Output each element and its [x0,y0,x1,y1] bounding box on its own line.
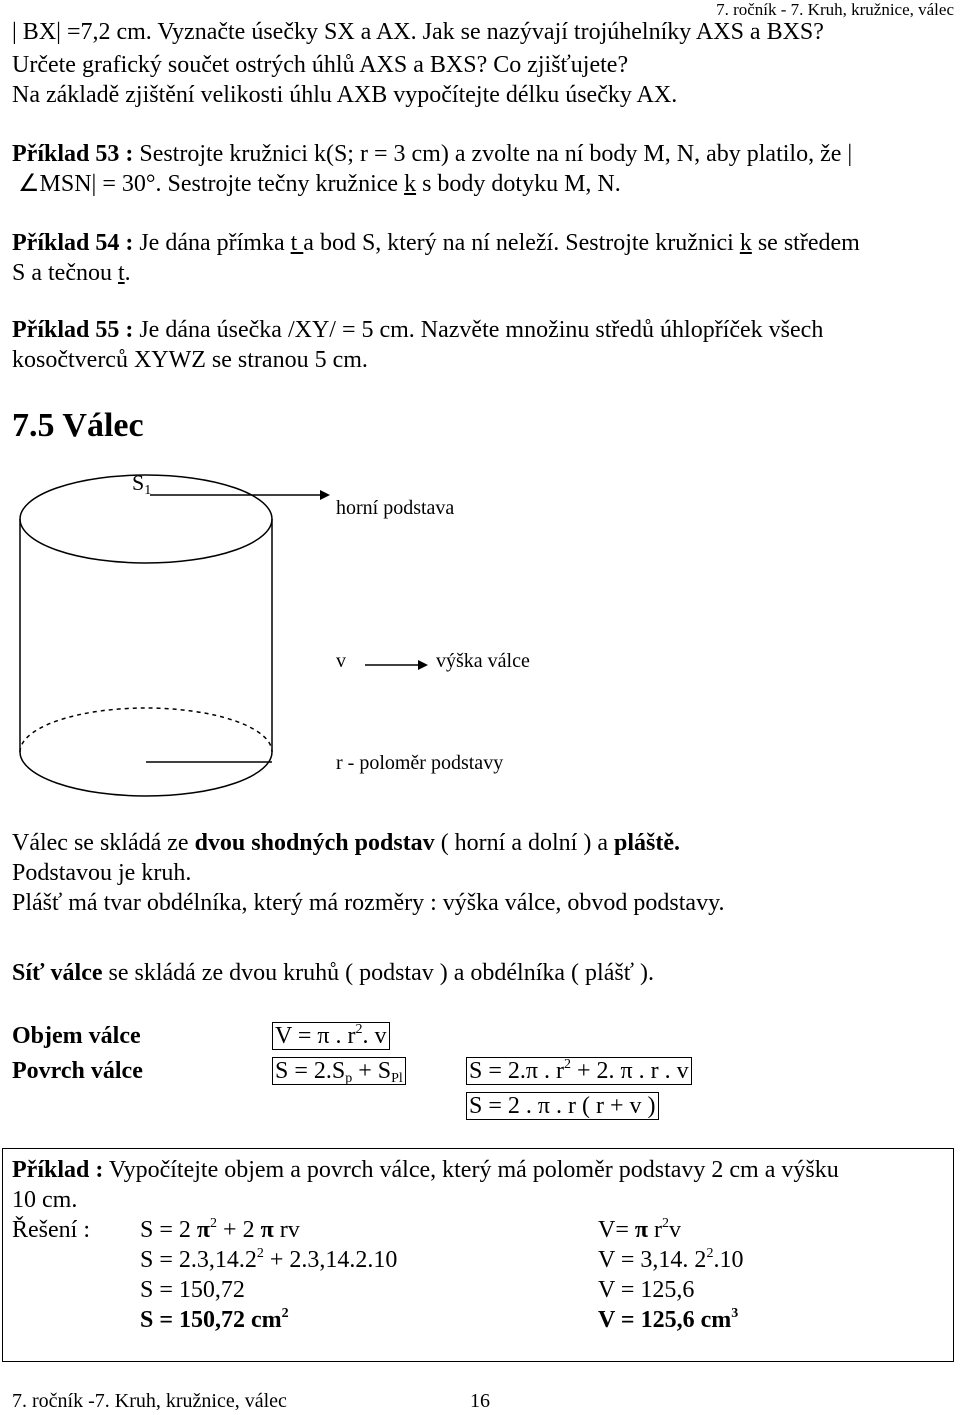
surface-step-1: S = 2 $\pi^2 + 2$ π rv [140,1216,300,1243]
surface-formula-1: $S = 2.S_p + S_{Pl}$ [272,1057,406,1085]
cylinder-bottom-back-arc [20,708,272,752]
example-53-label: Příklad 53 : [12,141,134,167]
example-line-1: Příklad : Vypočítejte objem a povrch válce, který má poloměr podstavy 2 cm a výšku [12,1157,839,1183]
desc-line-4: Síť válce se skládá ze dvou kruhů ( podstav ) a obdélníka ( plášť ). [12,960,654,986]
section-heading: 7.5 Válec [12,407,144,444]
volume-step-3: V = 125,6 [598,1277,695,1303]
example-53-text: Sestrojte kružnici k(S; r = 3 cm) a zvolte na ní body M, N, aby platilo, že | [139,141,853,167]
example-54-line-1: Příklad 54 : Je dána přímka t a bod S, který na ní neleží. Sestrojte kružnici k se středem [12,230,860,256]
surface-formula-3: S = 2 . π . r ( r + v ) [466,1092,659,1120]
intro-line-2: Určete grafický součet ostrých úhlů AXS a BXS? Co zjišťujete? [12,52,629,78]
cylinder-bottom-front-arc [20,752,272,796]
surface-result: S = 150,72 $cm^2$ [140,1306,289,1333]
example-55-line-2: kosočtverců XYWZ se stranou 5 cm. [12,347,368,373]
desc-line-1: Válec se skládá ze dvou shodných podstav ( horní a dolní ) a pláště. [12,830,680,856]
volume-step-1: V= π $r^2v$ [598,1216,682,1243]
desc-line-3: Plášť má tvar obdélníka, který má rozměry : výška válce, obvod podstavy. [12,890,725,916]
example-53-line-1 [12,140,852,169]
height-v-label: v [336,650,346,672]
volume-label: Objem válce [12,1023,141,1049]
volume-step-2: V = 3,14. $2^2.10$ [598,1246,744,1273]
height-arrow-head [418,660,428,670]
volume-formula: V = π . $r^2$. v [272,1022,390,1050]
footer-title: 7. ročník -7. Kruh, kružnice, válec [12,1390,287,1412]
example-53-line-2: ∠MSN| = 30°. Sestrojte tečny kružnice k s body dotyku M, N. [18,171,621,197]
desc-line-2: Podstavou je kruh. [12,860,192,886]
example-54-label: Příklad 54 : [12,230,134,256]
surface-step-3: S = 150,72 [140,1277,245,1303]
page-header: 7. ročník - 7. Kruh, kružnice, válec [716,0,954,19]
surface-step-2: $S = 2.3,14.2^2 + 2.3,14.2.10$ [140,1246,398,1273]
center-label-s1: $S_1$ [132,470,152,498]
example-54-line-2: S a tečnou t. [12,260,131,286]
angle-symbol: ∠MSN| [18,171,97,197]
cylinder-shape [20,475,272,796]
intro-line-3: Na základě zjištění velikosti úhlu AXB vypočítejte délku úsečky AX. [12,82,678,108]
surface-label: Povrch válce [12,1058,143,1084]
page-number: 16 [470,1390,490,1412]
height-label: výška válce [436,650,530,672]
example-55-label: Příklad 55 : [12,317,134,343]
solution-label: Řešení : [12,1217,90,1243]
intro-line-1: | BX| =7,2 cm. Vyznačte úsečky SX a AX. Jak se nazývají trojúhelníky AXS a BXS? [12,19,824,45]
surface-formula-2: S = 2.π . $r^2 + 2$. π . r . v [466,1057,692,1085]
top-base-label: horní podstava [336,497,455,519]
example-line-2: 10 cm. [12,1187,78,1213]
top-base-arrow-head [320,490,330,500]
volume-result: V = 125,6 $cm^3$ [598,1306,739,1333]
example-55-line-1: Příklad 55 : Je dána úsečka /XY/ = 5 cm. Nazvěte množinu středů úhlopříček všech [12,317,824,343]
radius-label: r - poloměr podstavy [336,752,504,774]
